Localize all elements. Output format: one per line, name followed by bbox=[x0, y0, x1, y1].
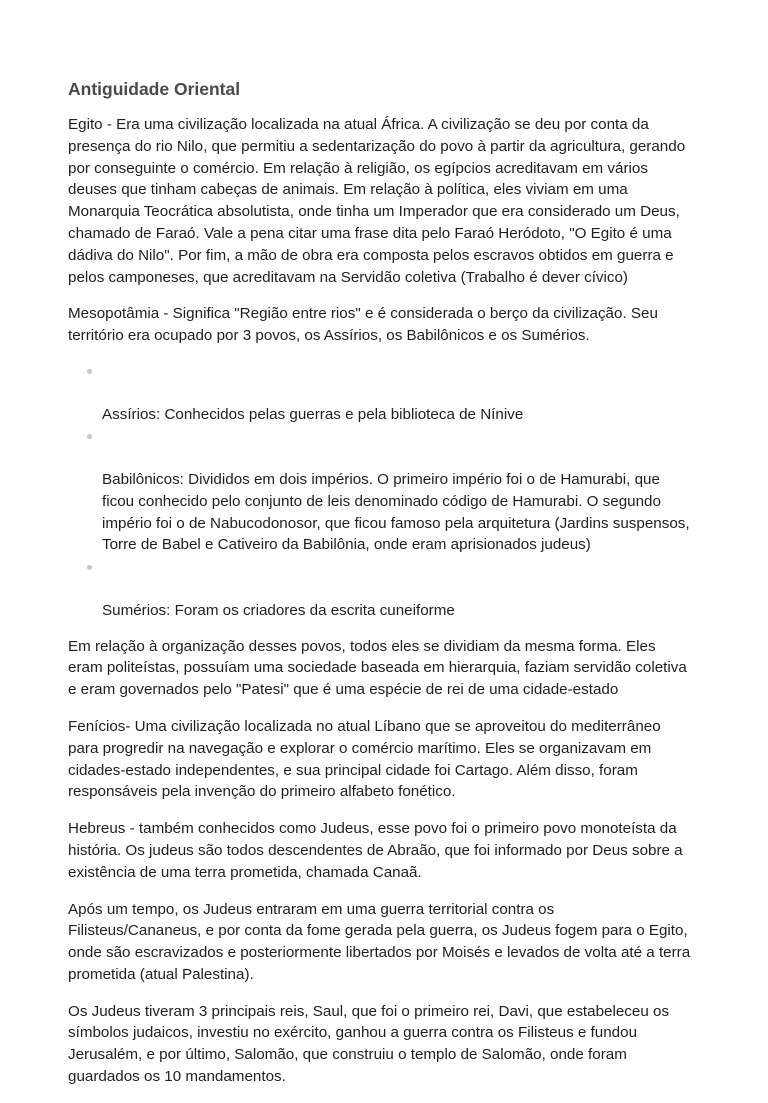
list-item bbox=[102, 556, 708, 621]
paragraph-fenicios: Fenícios- Uma civilização localizada no atual Líbano que se aproveitou do mediterrâneo para progredir na navegação e explorar o comércio marítimo. Eles se organizavam em cidades-estado independentes, e sua principal cidade foi Cartago. Além disso, foram responsáveis pela invenção do primeiro alfabeto fonético. bbox=[68, 717, 661, 801]
bullet-dot-icon bbox=[87, 369, 92, 374]
page-title: Antiguidade Oriental bbox=[68, 79, 241, 99]
list-item-text: Assírios: Conhecidos pelas guerras e pela biblioteca de Nínive bbox=[102, 405, 524, 423]
paragraph-mesopotamia: Mesopotâmia - Significa "Região entre rios" e é considerada o berço da civilização. Seu território era ocupado por 3 povos, os Assírios, os Babilônicos e os Sumérios. bbox=[68, 305, 658, 345]
document-page bbox=[68, 78, 708, 1103]
list-item bbox=[102, 360, 708, 425]
paragraph-reis: Os Judeus tiveram 3 principais reis, Saul, que foi o primeiro rei, Davi, que estabeleceu os símbolos judaicos, investiu no exército, ganhou a guerra contra os Filisteus e fundou Jerusalém, e por último, Salomão, que construiu o templo de Salomão, onde foram guardados os 10 mandamentos. bbox=[68, 1002, 670, 1086]
list-item-text: Babilônicos: Divididos em dois impérios. O primeiro império foi o de Hamurabi, que ficou conhecido pelo conjunto de leis denominado código de Hamurabi. O segundo império foi o de Nabucodonosor, que ficou famoso pela arquitetura (Jardins suspensos, Torre de Babel e Cativeiro da Babilônia, onde eram aprisionados judeus) bbox=[102, 470, 690, 554]
bullet-dot-icon bbox=[87, 565, 92, 570]
list-item bbox=[102, 425, 708, 556]
bullet-dot-icon bbox=[87, 434, 92, 439]
paragraph-hebreus: Hebreus - também conhecidos como Judeus, esse povo foi o primeiro povo monoteísta da história. Os judeus são todos descendentes de Abraão, que foi informado por Deus sobre a existência de uma terra prometida, chamada Canaã. bbox=[68, 820, 683, 881]
paragraph-guerra: Após um tempo, os Judeus entraram em uma guerra territorial contra os Filisteus/Cananeus, e por conta da fome gerada pela guerra, os Judeus fogem para o Egito, onde são escravizados e posteriormente libertados por Moisés e levados de volta até a terra prometida (atual Palestina). bbox=[68, 900, 691, 983]
paragraph-egito: Egito - Era uma civilização localizada na atual África. A civilização se deu por conta da presença do rio Nilo, que permitiu a sedentarização do povo à partir da agricultura, gerando por conseguinte o comércio. Em relação à religião, os egípcios acreditavam em vários deuses que tinham cabeças de animais. Em relação à política, eles viviam em uma Monarquia Teocrática absolutista, onde tinha um Imperador que era considerado um Deus, chamado de Faraó. Vale a pena citar uma frase dita pelo Faraó Heródoto, "O Egito é uma dádiva do Nilo". Por fim, a mão de obra era composta pelos escravos obtidos em guerra e pelos camponeses, que acreditavam na Servidão coletiva (Trabalho é dever cívico) bbox=[68, 116, 686, 286]
peoples-list bbox=[68, 360, 708, 622]
list-item-text: Sumérios: Foram os criadores da escrita cuneiforme bbox=[102, 601, 455, 619]
paragraph-organizacao: Em relação à organização desses povos, todos eles se dividiam da mesma forma. Eles eram politeístas, possuíam uma sociedade baseada em hierarquia, faziam servidão coletiva e eram governados pelo "Patesi" que é uma espécie de rei de uma cidade-estado bbox=[68, 637, 687, 699]
